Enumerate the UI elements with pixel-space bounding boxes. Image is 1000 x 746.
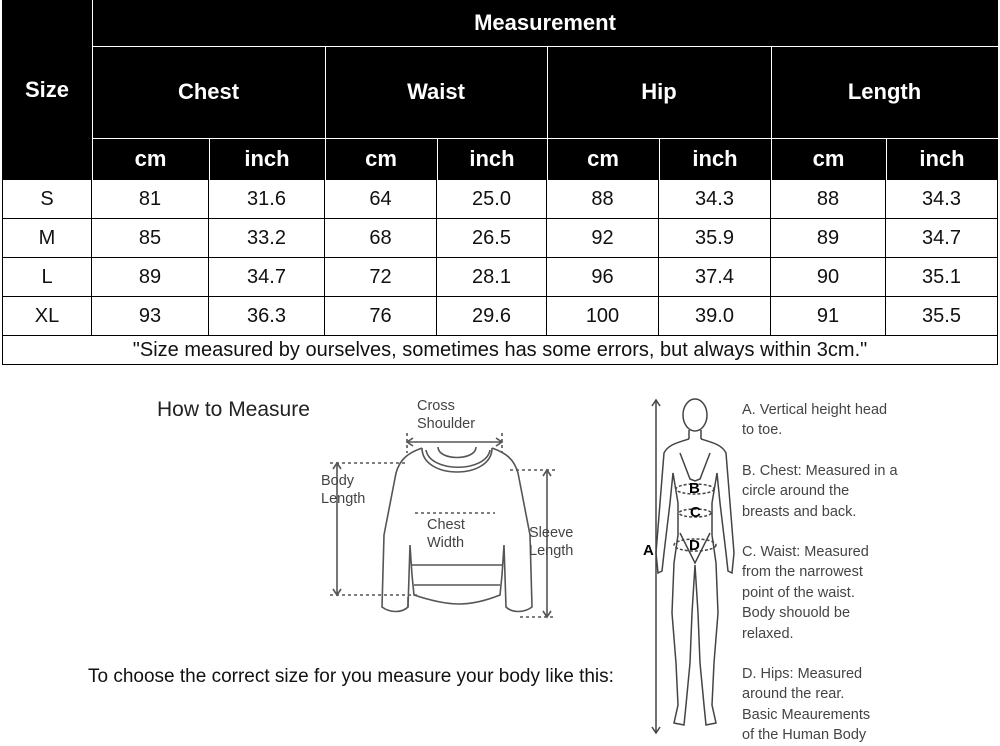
value-cell: 76 xyxy=(325,297,437,336)
value-cell: 34.7 xyxy=(886,219,998,258)
value-cell: 29.6 xyxy=(437,297,547,336)
figure-letter-d: D xyxy=(689,537,700,554)
value-cell: 36.3 xyxy=(209,297,325,336)
body-figure xyxy=(640,393,740,741)
sleeve-length-label: Sleeve Length xyxy=(529,525,574,559)
value-cell: 88 xyxy=(547,180,659,219)
length-header: Length xyxy=(771,46,998,138)
size-cell: XL xyxy=(2,297,92,336)
unit-header: cm xyxy=(547,138,659,180)
value-cell: 34.3 xyxy=(659,180,771,219)
value-cell: 25.0 xyxy=(437,180,547,219)
value-cell: 64 xyxy=(325,180,437,219)
chest-width-label: Chest Width xyxy=(427,517,465,551)
measurement-header: Measurement xyxy=(92,0,998,46)
waist-header: Waist xyxy=(325,46,547,138)
value-cell: 68 xyxy=(325,219,437,258)
value-cell: 81 xyxy=(92,180,209,219)
value-cell: 35.1 xyxy=(886,258,998,297)
note-height: A. Vertical height head to toe. xyxy=(742,402,888,439)
value-cell: 96 xyxy=(547,258,659,297)
value-cell: 88 xyxy=(771,180,886,219)
unit-header: inch xyxy=(209,138,325,180)
how-to-measure-title: How to Measure xyxy=(157,398,310,421)
figure-letter-b: B xyxy=(689,480,700,497)
measurement-notes xyxy=(742,400,992,746)
value-cell: 35.5 xyxy=(886,297,998,336)
note-chest: B. Chest: Measured in a circle around the breasts and back. xyxy=(742,462,898,520)
value-cell: 90 xyxy=(771,258,886,297)
value-cell: 35.9 xyxy=(659,219,771,258)
value-cell: 89 xyxy=(771,219,886,258)
unit-header: inch xyxy=(659,138,771,180)
unit-header: cm xyxy=(771,138,886,180)
hip-header: Hip xyxy=(547,46,771,138)
size-cell: M xyxy=(2,219,92,258)
value-cell: 93 xyxy=(92,297,209,336)
size-cell: L xyxy=(2,258,92,297)
value-cell: 85 xyxy=(92,219,209,258)
note-waist: C. Waist: Measured from the narrowest point of the waist. Body shouold be relaxed. xyxy=(742,544,869,642)
cross-shoulder-label: Cross Shoulder xyxy=(417,398,476,432)
chest-header: Chest xyxy=(92,46,325,138)
table-note: "Size measured by ourselves, sometimes has some errors, but always within 3cm." xyxy=(2,336,998,365)
size-header: Size xyxy=(2,0,92,180)
unit-header: cm xyxy=(92,138,209,180)
size-cell: S xyxy=(2,180,92,219)
value-cell: 34.3 xyxy=(886,180,998,219)
value-cell: 72 xyxy=(325,258,437,297)
body-length-label: Body Length xyxy=(321,473,366,507)
value-cell: 100 xyxy=(547,297,659,336)
unit-header: inch xyxy=(437,138,547,180)
value-cell: 89 xyxy=(92,258,209,297)
value-cell: 37.4 xyxy=(659,258,771,297)
value-cell: 92 xyxy=(547,219,659,258)
unit-header: cm xyxy=(325,138,437,180)
size-chart-table xyxy=(2,0,998,365)
value-cell: 91 xyxy=(771,297,886,336)
measure-instruction: To choose the correct size for you measure your body like this: xyxy=(88,666,614,687)
value-cell: 39.0 xyxy=(659,297,771,336)
value-cell: 31.6 xyxy=(209,180,325,219)
figure-letter-a: A xyxy=(643,542,654,559)
value-cell: 28.1 xyxy=(437,258,547,297)
note-hips: D. Hips: Measured around the rear. Basic Meaurements of the Human Body xyxy=(742,666,871,744)
value-cell: 34.7 xyxy=(209,258,325,297)
value-cell: 33.2 xyxy=(209,219,325,258)
value-cell: 26.5 xyxy=(437,219,547,258)
figure-letter-c: C xyxy=(690,504,701,521)
unit-header: inch xyxy=(886,138,998,180)
